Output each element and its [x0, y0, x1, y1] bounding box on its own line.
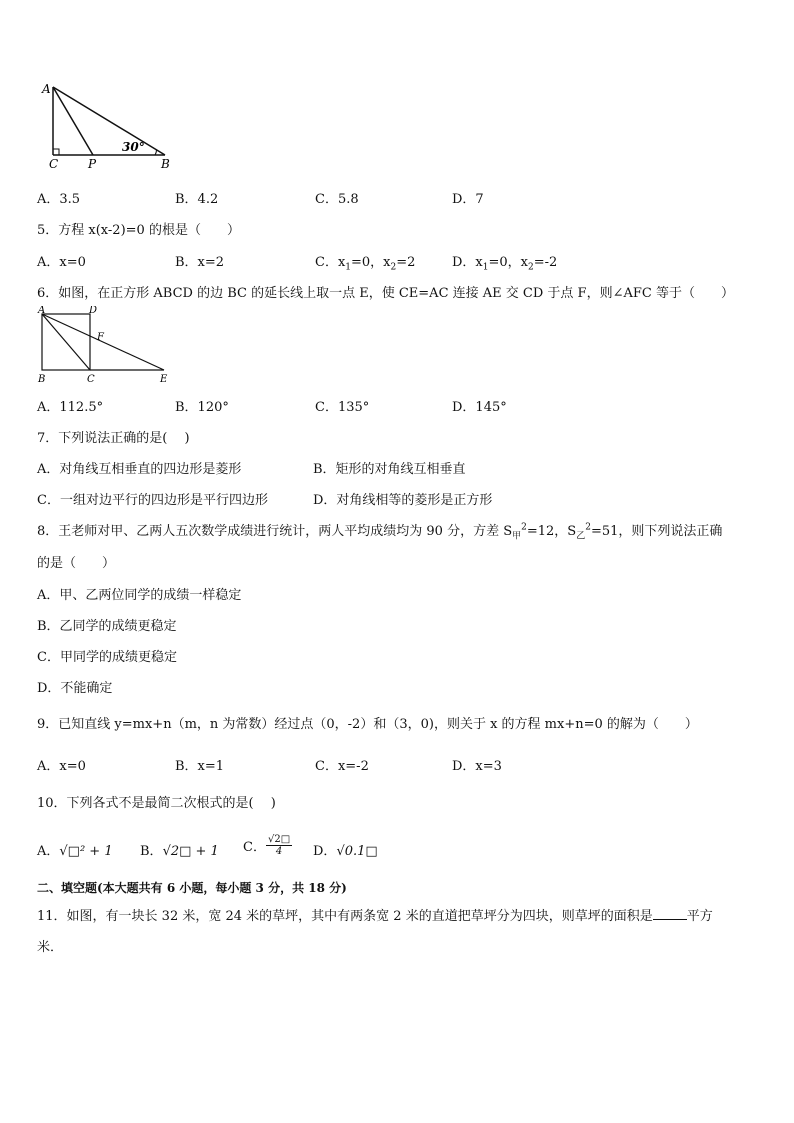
q11-stem: [37, 905, 713, 924]
q6-label-f: F: [97, 332, 104, 343]
q5-d-sub2: 2: [528, 262, 534, 273]
q11-answer-blank[interactable]: [653, 907, 687, 920]
q6-option-a[interactable]: A．112.5°: [37, 400, 104, 415]
q5-d-pre: D．x: [452, 255, 483, 270]
vertex-label-p: P: [88, 157, 97, 171]
q9-option-a[interactable]: A．x=0: [37, 759, 86, 774]
vertex-label-c: C: [49, 157, 59, 171]
q5-d-mid: =0，x: [488, 255, 528, 270]
q9-option-d[interactable]: D．x=3: [452, 759, 502, 774]
q7-stem: 7．下列说法正确的是( ): [37, 431, 190, 446]
q5-stem: 5．方程 x(x-2)=0 的根是（ ）: [37, 223, 240, 238]
q8-stem-line2: 的是（ ）: [37, 556, 116, 571]
q6-stem: 6．如图，在正方形 ABCD 的边 BC 的延长线上取一点 E，使 CE=AC 连接 AE 交 CD 于点 F，则∠AFC 等于（ ）: [37, 286, 734, 301]
q7-option-c[interactable]: C．一组对边平行的四边形是平行四边形: [37, 493, 268, 508]
q10-b-label: B．: [140, 844, 163, 859]
q10-d-label: D．: [313, 844, 337, 859]
q5-d-post: =-2: [533, 255, 558, 270]
section-title-fill-in: 二、填空题(本大题共有 6 小题，每小题 3 分，共 18 分): [37, 881, 347, 895]
q6-label-d: D: [89, 306, 98, 316]
q10-a-expr: √□² + 1: [59, 844, 113, 859]
square-figure-q6: [36, 306, 176, 386]
q4-option-c[interactable]: C．5.8: [315, 192, 359, 207]
q9-option-c[interactable]: C．x=-2: [315, 759, 369, 774]
q8-sub-yi: 乙: [576, 531, 586, 542]
q5-c-post: =2: [396, 255, 416, 270]
q10-c-fraction: [266, 834, 292, 857]
triangle-figure-q4: [36, 80, 186, 172]
q6-option-b[interactable]: B．120°: [175, 400, 229, 415]
q8-option-d[interactable]: D．不能确定: [37, 681, 113, 696]
q5-option-a[interactable]: A．x=0: [37, 255, 86, 270]
q10-b-expr: √2□ + 1: [162, 844, 219, 859]
q6-option-d[interactable]: D．145°: [452, 400, 507, 415]
q10-option-c[interactable]: [243, 834, 292, 857]
q7-option-a[interactable]: A．对角线互相垂直的四边形是菱形: [37, 462, 242, 477]
q8-option-c[interactable]: C．甲同学的成绩更稳定: [37, 650, 177, 665]
q6-label-b: B: [38, 374, 46, 385]
q7-option-b[interactable]: B．矩形的对角线互相垂直: [313, 462, 466, 477]
q8-sup-2: 2: [585, 522, 591, 533]
q5-c-mid: =0，x: [351, 255, 391, 270]
q10-option-a[interactable]: [37, 840, 113, 859]
q9-option-b[interactable]: B．x=1: [175, 759, 225, 774]
angle-label: 30°: [122, 140, 145, 154]
q6-label-e: E: [160, 374, 168, 385]
q10-c-numerator: √2□: [267, 834, 291, 845]
q5-c-sub1: 1: [345, 262, 352, 273]
q9-stem: 9．已知直线 y=mx+n（m，n 为常数）经过点（0，-2）和（3，0)，则关于 x 的方程 mx+n=0 的解为（ ）: [37, 717, 698, 732]
q4-option-d[interactable]: D．7: [452, 192, 484, 207]
q5-option-d[interactable]: [452, 251, 557, 273]
q5-option-c[interactable]: [315, 251, 415, 273]
q8-option-a[interactable]: A．甲、乙两位同学的成绩一样稳定: [37, 588, 242, 603]
q8-stem-post: =51，则下列说法正确: [590, 524, 723, 539]
q5-option-b[interactable]: B．x=2: [175, 255, 225, 270]
q11-stem-line2: 米．: [37, 940, 64, 955]
q5-c-sub2: 2: [390, 262, 397, 273]
q8-sup-1: 2: [521, 522, 527, 533]
q10-stem: 10．下列各式不是最简二次根式的是( ): [37, 796, 276, 811]
q10-option-b[interactable]: [140, 840, 219, 859]
q10-c-label: C．: [243, 840, 266, 855]
vertex-label-b: B: [161, 157, 170, 171]
q6-label-c: C: [87, 374, 95, 385]
q10-c-denominator: 4: [275, 846, 283, 857]
q10-a-label: A．: [37, 844, 60, 859]
q11-stem-post: 平方: [686, 909, 713, 924]
vertex-label-a: A: [42, 82, 51, 96]
q11-stem-pre: 11．如图，有一块长 32 米，宽 24 米的草坪，其中有两条宽 2 米的直道把草坪分为四块，则草坪的面积是: [37, 909, 653, 924]
q8-stem-pre: 8．王老师对甲、乙两人五次数学成绩进行统计，两人平均成绩均为 90 分，方差 S: [37, 524, 513, 539]
q4-option-a[interactable]: A．3.5: [37, 192, 81, 207]
q10-option-d[interactable]: [313, 840, 378, 859]
q10-d-expr: √0.1□: [336, 844, 378, 859]
q6-option-c[interactable]: C．135°: [315, 400, 370, 415]
q8-stem-mid: =12，S: [526, 524, 577, 539]
q7-option-d[interactable]: D．对角线相等的菱形是正方形: [313, 493, 493, 508]
q4-option-b[interactable]: B．4.2: [175, 192, 219, 207]
q8-option-b[interactable]: B．乙同学的成绩更稳定: [37, 619, 177, 634]
q5-c-pre: C．x: [315, 255, 346, 270]
q6-label-a: A: [38, 306, 46, 316]
q8-stem: [37, 520, 722, 542]
q5-d-sub1: 1: [482, 262, 489, 273]
q8-sub-jia: 甲: [512, 531, 522, 542]
